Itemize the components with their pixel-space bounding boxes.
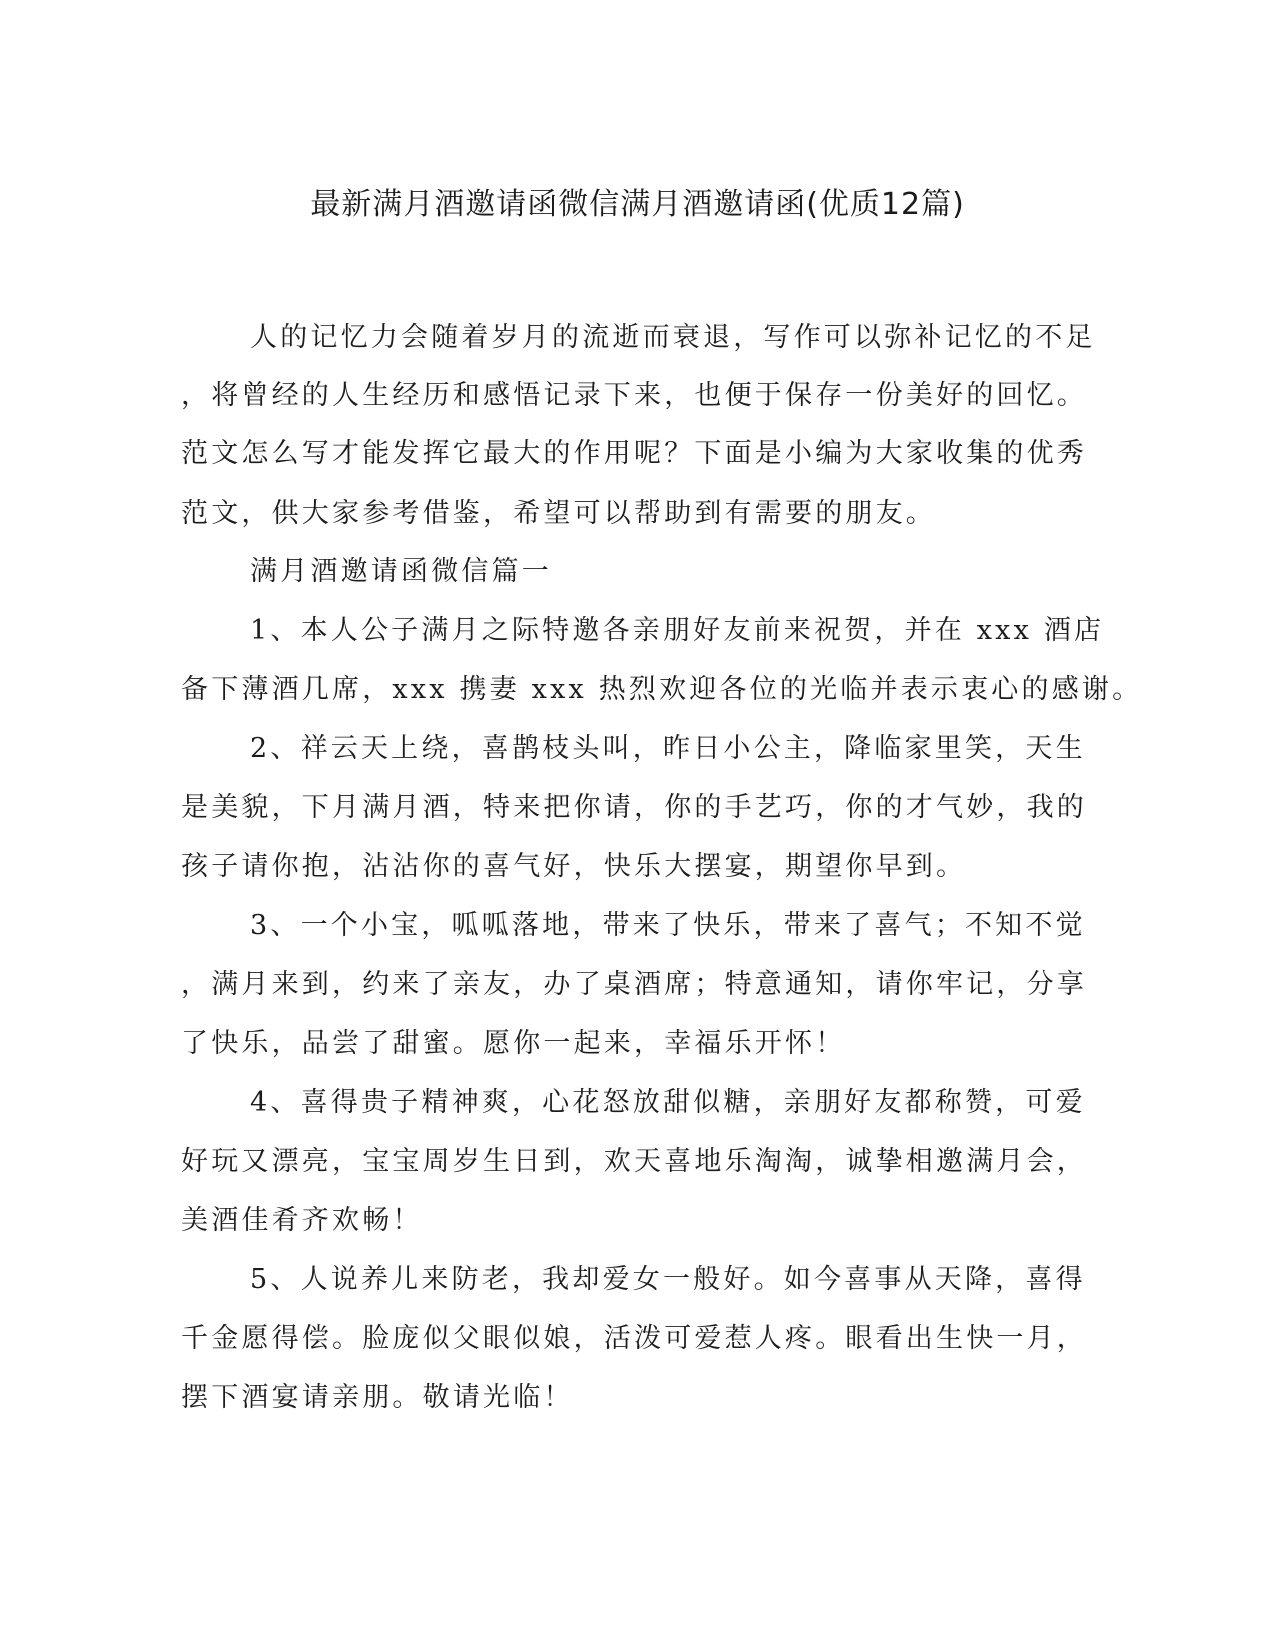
paragraph-line: 孩子请你抱，沾沾你的喜气好，快乐大摆宴，期望你早到。 — [181, 851, 967, 882]
paragraph-line: 是美貌，下月满月酒，特来把你请，你的手艺巧，你的才气妙，我的 — [181, 792, 1087, 823]
paragraph-line: 2、祥云天上绕，喜鹊枝头叫，昨日小公主，降临家里笑，天生 — [250, 733, 1086, 764]
paragraph-line: 千金愿得偿。脸庞似父眼似娘，活泼可爱惹人疼。眼看出生快一月， — [181, 1323, 1087, 1354]
paragraph-line: 人的记忆力会随着岁月的流逝而衰退，写作可以弥补记忆的不足 — [250, 322, 1096, 353]
paragraph-line: 4、喜得贵子精神爽，心花怒放甜似糖，亲朋好友都称赞，可爱 — [250, 1087, 1086, 1118]
paragraph-line: 1、本人公子满月之际特邀各亲朋好友前来祝贺，并在 xxx 酒店 — [250, 615, 1105, 646]
paragraph-line: 摆下酒宴请亲朋。敬请光临！ — [181, 1382, 574, 1413]
section-heading: 满月酒邀请函微信篇一 — [250, 556, 552, 587]
paragraph-line: 3、一个小宝，呱呱落地，带来了快乐，带来了喜气；不知不觉 — [250, 910, 1086, 941]
paragraph-line: 好玩又漂亮，宝宝周岁生日到，欢天喜地乐淘淘，诚挚相邀满月会， — [181, 1146, 1087, 1177]
paragraph-line: 范文怎么写才能发挥它最大的作用呢？下面是小编为大家收集的优秀 — [181, 438, 1087, 469]
paragraph-line: 美酒佳肴齐欢畅！ — [181, 1205, 423, 1236]
document-title: 最新满月酒邀请函微信满月酒邀请函(优质12篇) — [310, 187, 965, 222]
paragraph-line: 了快乐，品尝了甜蜜。愿你一起来，幸福乐开怀！ — [181, 1028, 846, 1059]
paragraph-line: 5、人说养儿来防老，我却爱女一般好。如今喜事从天降，喜得 — [250, 1264, 1086, 1295]
paragraph-line: ，满月来到，约来了亲友，办了桌酒席；特意通知，请你牢记，分享 — [181, 969, 1087, 1000]
paragraph-line: ，将曾经的人生经历和感悟记录下来，也便于保存一份美好的回忆。 — [181, 380, 1087, 411]
paragraph-line: 备下薄酒几席，xxx 携妻 xxx 热烈欢迎各位的光临并表示衷心的感谢。 — [181, 674, 1143, 705]
paragraph-line: 范文，供大家参考借鉴，希望可以帮助到有需要的朋友。 — [181, 498, 936, 529]
